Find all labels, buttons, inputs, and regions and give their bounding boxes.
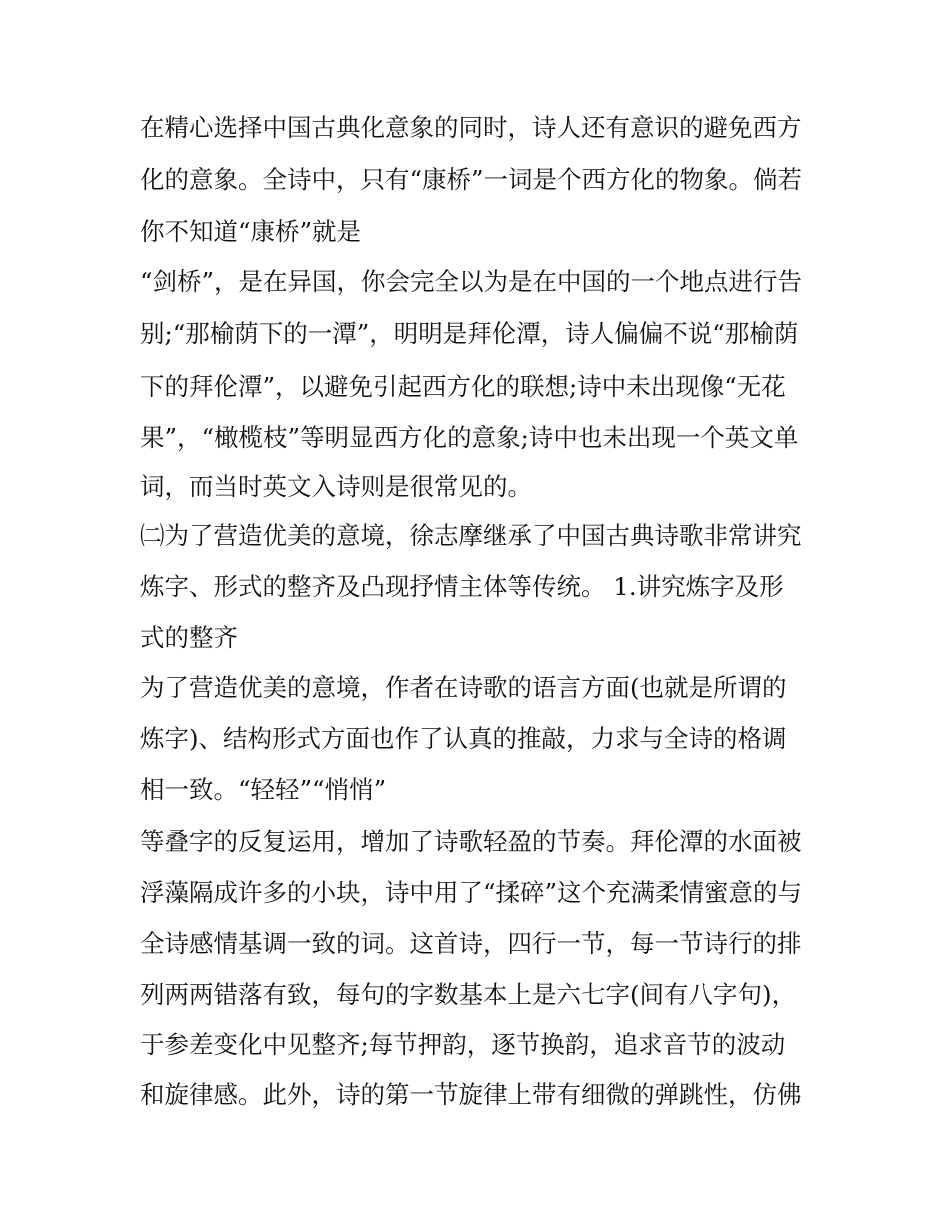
text-line: 式的整齐	[140, 623, 238, 652]
text-line: ㈡为了营造优美的意境，徐志摩继承了中国古典诗歌非常讲究	[140, 521, 802, 550]
text-line: 果”，“橄榄枝”等明显西方化的意象;诗中也未出现一个英文单	[140, 423, 799, 452]
text-line: 浮藻隔成许多的小块，诗中用了“揉碎”这个充满柔情蜜意的与	[140, 878, 803, 907]
text-line: 你不知道“康桥”就是	[140, 217, 362, 246]
text-line: 和旋律感。此外，诗的第一节旋律上带有细微的弹跳性，仿佛	[140, 1080, 802, 1109]
text-line: 全诗感情基调一致的词。这首诗，四行一节，每一节诗行的排	[140, 929, 802, 958]
text-line: 下的拜伦潭”，以避免引起西方化的联想;诗中未出现像“无花	[140, 372, 786, 401]
text-line: 于参差变化中见整齐;每节押韵，逐节换韵，追求音节的波动	[140, 1030, 786, 1059]
text-line: “剑桥”，是在异国，你会完全以为是在中国的一个地点进行告	[140, 267, 803, 296]
text-line: 列两两错落有致，每句的字数基本上是六七字(间有八字句)，	[140, 980, 797, 1009]
text-line: 炼字、形式的整齐及凸现抒情主体等传统。 1.讲究炼字及形	[140, 572, 784, 601]
text-line: 在精心选择中国古典化意象的同时，诗人还有意识的避免西方	[140, 113, 802, 142]
text-line: 别;“那榆荫下的一潭”，明明是拜伦潭，诗人偏偏不说“那榆荫	[140, 319, 799, 348]
text-line: 炼字)、结构形式方面也作了认真的推敲，力求与全诗的格调	[140, 724, 787, 753]
text-line: 词，而当时英文入诗则是很常见的。	[140, 472, 532, 501]
text-line: 等叠字的反复运用，增加了诗歌轻盈的节奏。拜伦潭的水面被	[140, 827, 802, 856]
text-line: 化的意象。全诗中，只有“康桥”一词是个西方化的物象。倘若	[140, 165, 803, 194]
text-line: 相一致。“轻轻”“悄悄”	[140, 775, 387, 804]
text-line: 为了营造优美的意境，作者在诗歌的语言方面(也就是所谓的	[140, 673, 787, 702]
